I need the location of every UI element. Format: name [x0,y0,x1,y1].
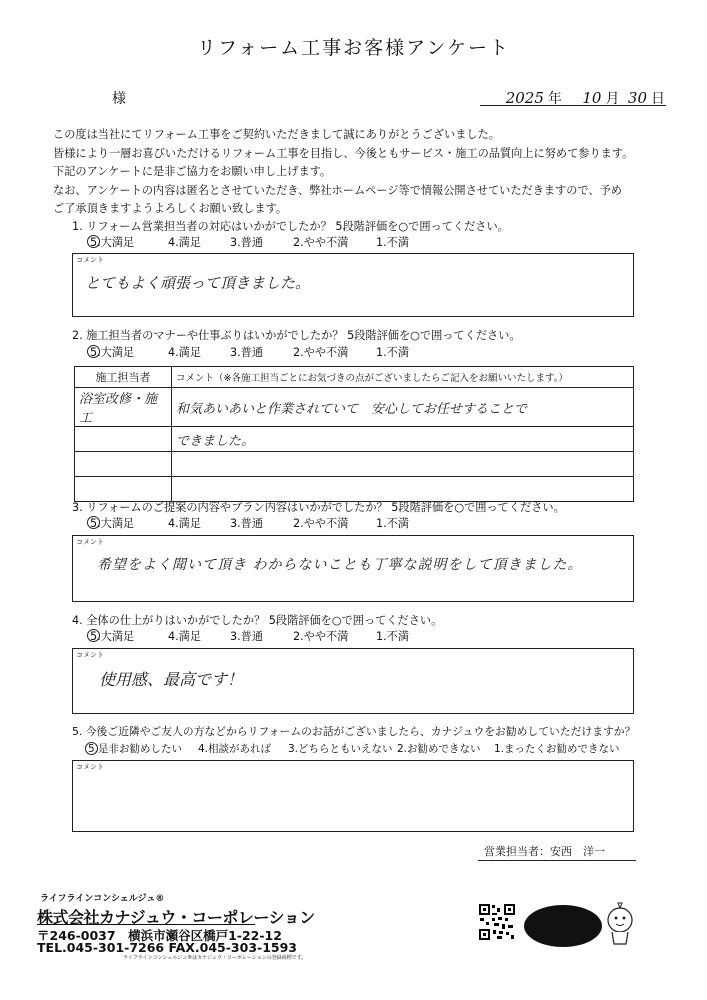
q4-option-4[interactable]: 4.満足 [168,630,202,643]
q3-question: 3. リフォームのご提案の内容やプラン内容はいかがでしたか？ 5段階評価を○で囲ってください。 [72,501,565,514]
footer-divider [37,924,255,925]
q5-selected-circle [85,742,98,755]
q4-comment: 使用感、最高です！ [99,670,244,689]
table-header-row [75,367,634,388]
intro-line: 下記のアンケートに是非ご協力をお願い申し上げます。 [53,165,332,178]
q3-option-2[interactable]: 2.やや不満 [293,517,349,530]
q4-option-3[interactable]: 3.普通 [230,630,264,643]
company-address: 〒246-0037 横浜市瀬谷区橋戸1-22-12 [37,928,282,943]
footer-tagline: ライフラインコンシェルジュ®はカナジュウ・コーポレーションの登録商標です。 [123,955,307,961]
q1-option-4[interactable]: 4.満足 [168,236,202,249]
sales-rep-underline [478,860,636,861]
comment-cell[interactable] [172,452,634,477]
staff-comment-table [74,366,634,502]
date-day-unit: 日 [651,91,665,107]
q4-options [0,628,707,644]
comment-label: コメント [76,538,104,546]
mascot-icon [604,900,636,948]
q1-option-1[interactable]: 1.不満 [376,236,410,249]
q1-option-5[interactable]: 5.大満足 [90,236,135,249]
q1-comment-box[interactable] [72,253,634,317]
company-name: 株式会社カナジュウ・コーポレーション [37,908,315,927]
comment-label: コメント [76,651,104,659]
table-row [75,477,634,502]
q4-comment-box[interactable] [72,648,634,714]
comment-cell[interactable]: できました。 [172,427,634,452]
table-row [75,427,634,452]
q5-comment-box[interactable] [72,760,634,832]
q1-selected-circle [87,235,100,248]
comment-cell[interactable] [172,477,634,502]
intro-line: ご了承頂きますようよろしくお願い致します。 [53,202,288,215]
q3-options [0,515,707,531]
intro-line: 皆様により一層お喜びいただけるリフォーム工事を目指し、今後ともサービス・施工の品質向上に努めて参ります。 [53,146,634,160]
q3-comment-box[interactable] [72,535,634,602]
customer-suffix: 様 [112,91,126,107]
staff-header: 施工担当者 [75,367,172,388]
q1-question: 1. リフォーム営業担当者の対応はいかがでしたか？ 5段階評価を○で囲ってください。 [72,220,509,233]
brand-logo-text: ライフラインコンシェルジュ® [40,894,165,904]
intro-line: この度は当社にてリフォーム工事をご契約いただきまして誠にありがとうございました。 [53,128,500,141]
speech-bubble [524,905,602,947]
q5-option-2[interactable]: 2.お勧めできない [397,743,481,755]
qr-code-icon[interactable] [478,903,516,941]
q4-option-2[interactable]: 2.やや不満 [293,630,349,643]
q2-options [0,344,707,360]
q3-option-3[interactable]: 3.普通 [230,517,264,530]
comment-cell[interactable]: 和気あいあいと作業されていて 安心してお任せすることで [172,388,634,427]
q1-comment: とてもよく頑張って頂きました。 [85,274,311,292]
q2-option-1[interactable]: 1.不満 [376,346,410,359]
q2-option-3[interactable]: 3.普通 [230,346,264,359]
q1-options [0,234,707,250]
date-year-unit: 年 [547,91,562,107]
comment-label: コメント [76,256,104,264]
q2-option-2[interactable]: 2.やや不満 [293,346,349,359]
staff-cell[interactable] [75,452,172,477]
q5-option-5[interactable]: 5.是非お勧めしたい [88,743,183,755]
q3-selected-circle [87,516,100,529]
q5-question: 5. 今後ご近隣やご友人の方などからリフォームのお話がございましたら、カナジュウをお勧めしていただけますか？ [72,725,636,738]
staff-cell[interactable] [75,477,172,502]
q1-option-3[interactable]: 3.普通 [230,236,264,249]
q4-option-1[interactable]: 1.不満 [376,630,410,643]
q4-option-5[interactable]: 5.大満足 [90,630,135,643]
sales-rep: 営業担当者：安西 洋一 [484,845,605,858]
intro-text [53,126,633,219]
q5-options [0,741,707,757]
page-title: リフォーム工事お客様アンケート [197,37,510,59]
date-year: 2025 [505,89,544,107]
q3-option-1[interactable]: 1.不満 [376,517,410,530]
company-tel-fax: TEL.045-301-7266 FAX.045-303-1593 [37,940,297,955]
q3-option-4[interactable]: 4.満足 [168,517,202,530]
date-day: 30 [627,89,647,107]
q3-comment: 希望をよく聞いて頂き わからないことも丁寧な説明をして頂きました。 [97,557,583,573]
q2-question: 2. 施工担当者のマナーや仕事ぶりはいかがでしたか？ 5段階評価を○で囲ってください。 [72,329,521,342]
date-month: 10 [582,89,602,107]
q5-option-1[interactable]: 1.まったくお勧めできない [494,743,620,755]
date-underline [480,105,666,106]
q3-option-5[interactable]: 5.大満足 [90,517,135,530]
staff-cell[interactable]: 浴室改修・施工 [75,388,172,427]
comment-label: コメント [76,763,104,771]
table-row [75,452,634,477]
q5-option-3[interactable]: 3.どちらともいえない [288,743,393,755]
date-month-unit: 月 [605,91,620,107]
q2-selected-circle [87,345,100,358]
table-row [75,388,634,427]
comment-header: コメント（※各施工担当ごとにお気づきの点がございましたらご記入をお願いいたします。） [172,367,634,388]
q4-question: 4. 全体の仕上がりはいかがでしたか？ 5段階評価を○で囲ってください。 [72,614,443,627]
q5-option-4[interactable]: 4.相談があれば [198,743,272,755]
q2-option-4[interactable]: 4.満足 [168,346,202,359]
q2-option-5[interactable]: 5.大満足 [90,346,135,359]
q4-selected-circle [87,629,100,642]
intro-line: なお、アンケートの内容は匿名とさせていただき、弊社ホームページ等で情報公開させていただきますので、予め [53,183,622,197]
staff-cell[interactable] [75,427,172,452]
q1-option-2[interactable]: 2.やや不満 [293,236,349,249]
